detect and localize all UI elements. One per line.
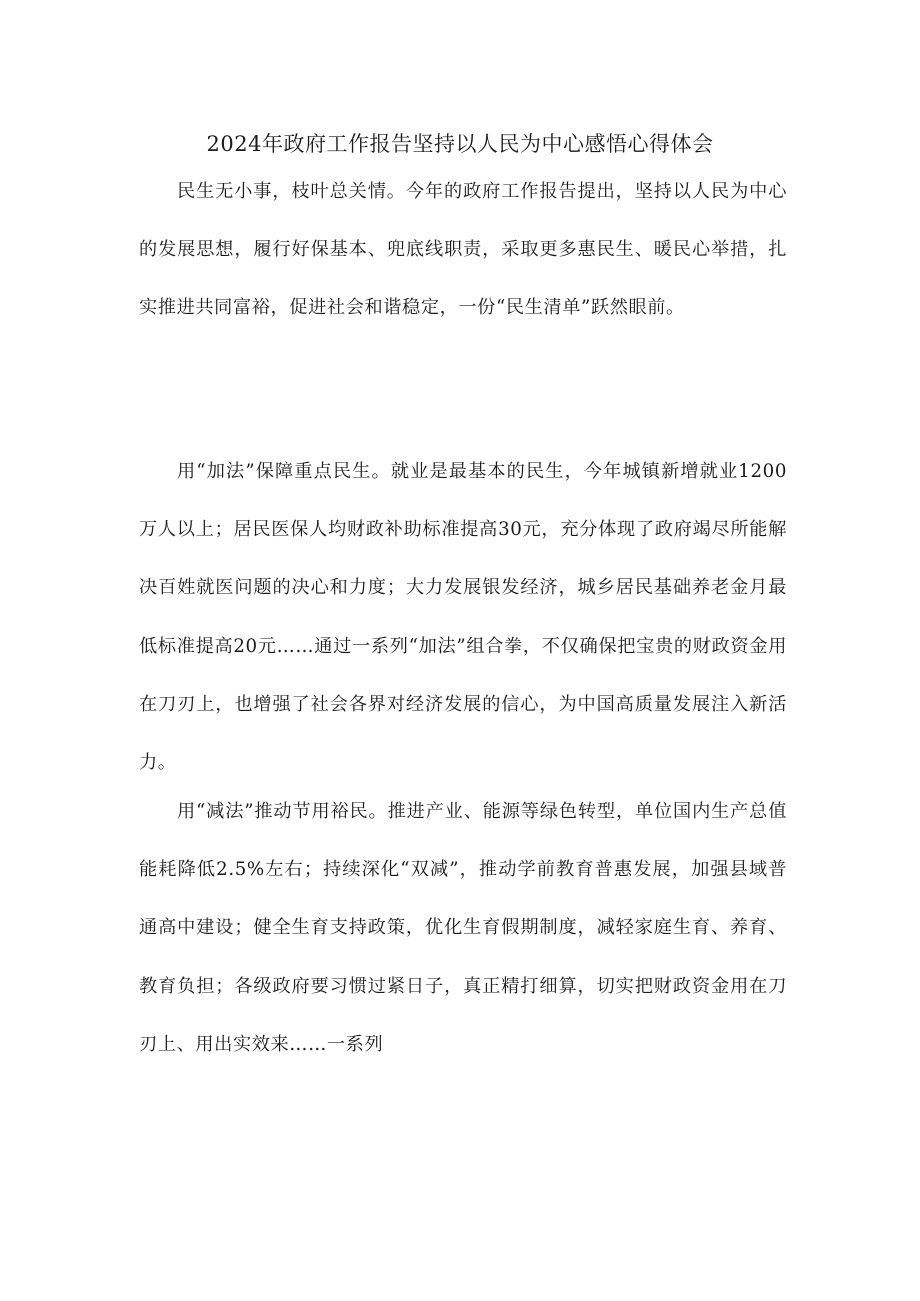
document-title: 2024年政府工作报告坚持以人民为中心感悟心得体会 <box>206 132 714 156</box>
paragraph-3: 用“减法”推动节用裕民。推进产业、能源等绿色转型，单位国内生产总值能耗降低2.5%左右；持续深化“双减”，推动学前教育普惠发展，加强县域普通高中建设；健全生育支持政策，优化生育假期制度，减轻家庭生育、养育、教育负担；各级政府要习惯过紧日子，真正精打细算，切实把财政资金用在刀刃上、用出实效来……一系列 <box>139 801 787 1055</box>
paragraph-1: 民生无小事，枝叶总关情。今年的政府工作报告提出，坚持以人民为中心的发展思想，履行好保基本、兜底线职责，采取更多惠民生、暖民心举措，扎实推进共同富裕，促进社会和谐稳定，一份“民生清单”跃然眼前。 <box>139 181 787 319</box>
paragraph-2: 用“加法”保障重点民生。就业是最基本的民生，今年城镇新增就业1200万人以上；居民医保人均财政补助标准提高30元，充分体现了政府竭尽所能解决百姓就医问题的决心和力度；大力发展银发经济，城乡居民基础养老金月最低标准提高20元……通过一系列“加法”组合拳，不仅确保把宝贵的财政资金用在刀刃上，也增强了社会各界对经济发展的信心，为中国高质量发展注入新活力。 <box>139 461 787 774</box>
